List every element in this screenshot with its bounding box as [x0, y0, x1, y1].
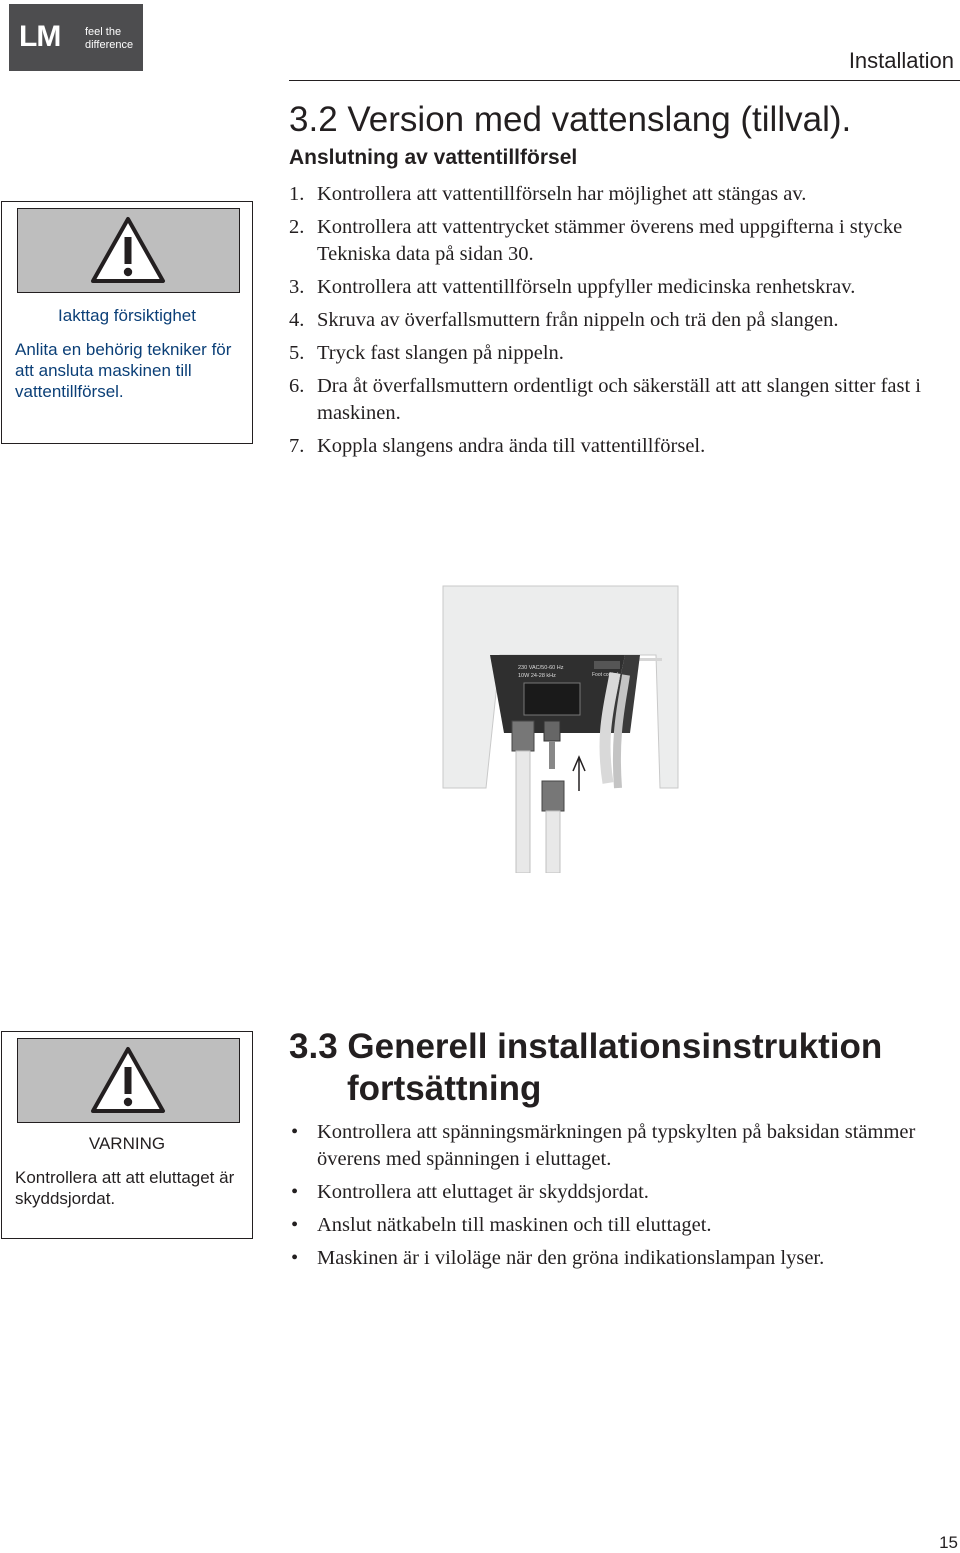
step-item [289, 373, 949, 427]
caution-title: Iakttag försiktighet [58, 306, 196, 325]
page-number: 15 [939, 1533, 958, 1552]
step-item [289, 340, 949, 367]
step-text: Tryck fast slangen på nippeln. [317, 342, 564, 364]
step-number: 7. [289, 435, 305, 457]
logo-text: LM [19, 20, 61, 53]
logo-tagline-line-1: feel the [85, 26, 122, 38]
section-3-2-title: 3.2 Version med vattenslang (tillval). [289, 100, 852, 139]
logo-tagline [85, 26, 133, 52]
bullet-item: • Kontrollera att eluttaget är skyddsjordat. [289, 1179, 949, 1206]
bullet-item: • Kontrollera att spänningsmärkningen på typskylten på baksidan stämmer överens med spänningen i eluttaget. [289, 1119, 949, 1173]
brand-logo [9, 4, 143, 71]
foot-control-label: Foot control [592, 672, 619, 678]
step-item [289, 307, 949, 334]
installation-bullets [289, 1119, 949, 1278]
step-item [289, 214, 949, 268]
header-rule [289, 80, 960, 81]
caution-body: Anlita en behörig tekniker för att ansluta maskinen till vattentillförsel. [15, 340, 232, 401]
caution-box [1, 201, 253, 444]
step-number: 3. [289, 276, 305, 298]
warning-box-header [17, 1038, 240, 1123]
voltage-label: 230 VAC/50-60 Hz [518, 665, 564, 671]
section-label: Installation [848, 48, 954, 73]
step-number: 6. [289, 375, 305, 397]
step-number: 4. [289, 309, 305, 331]
logo-tagline-line-2: difference [85, 39, 134, 51]
step-text: Kontrollera att vattentrycket stämmer överens med uppgifterna i stycke Tekniska data på sidan 30. [317, 216, 903, 265]
step-text: Kontrollera att vattentillförseln uppfyller medicinska renhetskrav. [317, 276, 856, 298]
step-text: Koppla slangens andra ända till vattentillförsel. [317, 435, 706, 457]
warning-body: Kontrollera att att eluttaget är skyddsjordat. [15, 1168, 235, 1208]
section-3-2-subtitle: Anslutning av vattentillförsel [289, 146, 578, 169]
installation-steps [289, 181, 949, 466]
section-3-3-title: 3.3 Generell installationsinstruktion [289, 1027, 883, 1066]
warning-triangle-icon [89, 215, 167, 285]
step-text: Kontrollera att vattentillförseln har möjlighet att stängas av. [317, 183, 807, 205]
bullet-item: • Anslut nätkabeln till maskinen och till eluttaget. [289, 1212, 949, 1239]
step-number: 5. [289, 342, 305, 364]
warning-triangle-icon [89, 1045, 167, 1115]
step-text: Dra åt överfallsmuttern ordentligt och säkerställ att att slangen sitter fast i maskinen. [317, 375, 921, 424]
warning-box [1, 1031, 253, 1239]
step-item [289, 433, 949, 460]
step-item [289, 181, 949, 208]
warning-title: VARNING [88, 1134, 166, 1153]
step-number: 2. [289, 216, 305, 238]
step-item [289, 274, 949, 301]
section-3-3-title-continued: fortsättning [347, 1069, 542, 1108]
step-text: Skruva av överfallsmuttern från nippeln och trä den på slangen. [317, 309, 839, 331]
power-label: 10W 24-28 kHz [518, 673, 556, 679]
water-connection-illustration [440, 583, 680, 873]
caution-box-header [17, 208, 240, 293]
bullet-item: • Maskinen är i viloläge när den gröna indikationslampan lyser. [289, 1245, 949, 1272]
step-number: 1. [289, 183, 305, 205]
